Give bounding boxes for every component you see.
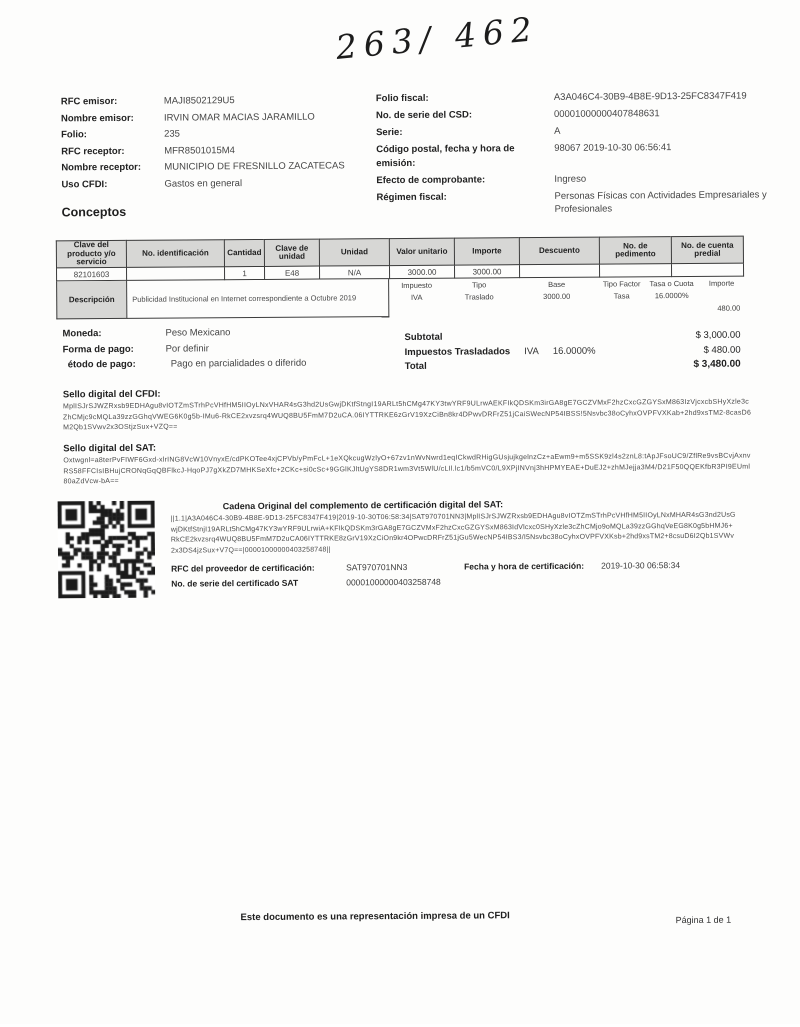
field-label: No. de serie del CSD: [375,109,473,122]
table-cell: 3000.00 [454,265,519,278]
sat-cert-serial-label: No. de serie del certificado SAT [171,577,299,589]
issuer-receiver-block [61,92,374,193]
totals-block [404,329,740,375]
tax-header: Tasa o Cuota [649,278,694,289]
field-row [376,171,768,187]
field-label: Efecto de comprobante: [376,173,486,186]
taxes-rate: 16.0000% [552,345,596,357]
field-row [376,188,768,218]
section-title-conceptos: Conceptos [61,204,127,220]
field-label: RFC receptor: [61,145,125,157]
field-value: Personas Físicas con Actividades Empresariales y Profesionales [554,188,767,215]
field-value: A3A046C4-30B9-4B8E-9D13-25FC8347F419 [553,90,747,103]
field-value: MAJI8502129U5 [163,95,235,107]
column-header: Valor unitario [389,238,454,266]
original-string-label: Cadena Original del complemento de certificación digital del SAT: [222,499,504,512]
taxes-label: Impuestos Trasladados [404,345,511,358]
fiscal-data-block [376,89,769,221]
description-value-cell: Publicidad Institucional en Internet correspondiente a Octubre 2019 [126,279,389,319]
table-cell: 3000.00 [389,266,454,279]
sat-seal-value: Oxtwgnl=a8terPvFIWF6Gxd-xlrING8VcW10VnyxE/cdPKOTee4xjCPVb/yPmFcL+1eXQkcugWzlyO+67zv1nWvNwrd1eqICkwdRHigGUsjujkgelnzCz+aEwm9+m5SSK9zl4s2znL8:tApJFsoUC9/ZflRe9vsBCvjAxnvRS58FFCIsIBHujCRONqGqQBFlkcJ-HqoPJ7gXkZD7MHKSeXfc+2CKc+si0cSc+9GGlKJltUgYS8DR1wm3Vt5WlU/cLIl.lc1/b5mVC0/L9XPjINVnj3hHPMYEAE+DuEJ2+zhMJejja3M4/D21F50QQEKfbR3PI9EUml80aZdVcw-bA== [63,452,751,486]
tax-value: Tasa [613,291,630,301]
column-header: Clave del producto y/o servicio [56,240,126,268]
tax-header: Base [548,279,566,289]
field-label: Código postal, fecha y hora de emisión: [376,143,515,169]
tax-value: IVA [410,292,423,302]
provider-rfc-value: SAT970701NN3 [346,561,408,573]
sat-seal-label: Sello digital del SAT: [63,442,157,455]
table-cell: N/A [319,266,389,279]
tax-header: Importe [708,278,735,288]
field-label: Folio fiscal: [375,92,429,105]
field-value: Gastos en general [164,177,243,190]
certification-date-label: Fecha y hora de certificación: [464,560,585,572]
page-number: Página 1 de 1 [675,914,732,926]
field-value: 235 [164,128,180,140]
column-header: No. de cuenta predial [671,236,744,265]
field-label: Serie: [376,126,403,139]
field-label: étodo de pago: [67,358,136,371]
field-value: A [554,125,561,137]
conceptos-table [56,236,745,320]
field-label: Forma de pago: [62,343,134,355]
table-cell [599,264,671,278]
certification-date-value: 2019-10-30 06:58:34 [601,560,681,571]
field-row [376,140,768,170]
taxes-amount: $ 480.00 [703,344,741,356]
subtotal-label: Subtotal [404,331,443,343]
description-label-cell: Descripción [56,281,126,319]
table-cell: 1 [224,267,264,280]
field-value: IRVIN OMAR MACIAS JARAMILLO [163,111,315,124]
tax-value: 3000.00 [543,291,571,301]
subtotal-amount: $ 3,000.00 [695,329,741,341]
column-header: Unidad [319,238,389,266]
provider-rfc-label: RFC del proveedor de certificación: [171,562,315,574]
tax-value [699,292,744,300]
field-row [61,175,373,194]
field-label: Régimen fiscal: [376,191,447,203]
taxes-tax-name: IVA [524,345,539,357]
tax-header: Tipo Factor [602,279,641,289]
column-header: Cantidad [224,239,264,267]
tax-header-row [389,280,744,290]
table-cell [519,265,599,279]
field-value: 00001000000407848631 [553,108,660,120]
field-value: Por definir [165,342,209,355]
field-value: Peso Mexicano [165,327,231,339]
table-cell [126,267,224,281]
field-label: Moneda: [62,328,102,340]
tax-value-row [389,292,744,302]
tax-header: Impuesto [401,280,433,290]
tax-header: Tipo [471,280,487,290]
field-value: MUNICIPIO DE FRESNILLO ZACATECAS [164,160,345,173]
tax-value: Traslado [464,292,494,302]
field-label: RFC emisor: [60,95,118,108]
column-header: Descuento [519,237,599,266]
sat-cert-serial-value: 00001000000403258748 [346,576,441,588]
certification-provider-row [171,563,315,574]
field-row [376,123,768,139]
total-row [405,358,741,375]
qr-code [58,501,156,599]
tax-value: 16.0000% [654,290,689,301]
field-row [376,89,768,105]
field-label: Folio: [61,129,87,141]
tax-mini-table [389,277,744,317]
tax-importe-value: 480.00 [717,303,741,313]
field-value: 98067 2019-10-30 06:56:41 [554,142,672,154]
column-header: No. de pedimento [599,236,671,265]
handwritten-annotation: 263/ 462 [334,8,541,67]
cfdi-seal-label: Sello digital del CFDI: [62,388,161,401]
cfdi-footer-note: Este documento es una representación impresa de un CFDI [240,910,510,924]
table-cell: E48 [264,267,319,280]
field-label: Uso CFDI: [61,178,108,190]
payment-block [62,324,392,373]
column-header: Clave de unidad [264,239,319,267]
column-header: No. identificación [126,239,224,268]
cfdi-seal-value: MplISJrSJWZRxsb9EDHAgu8vIOTZmSTrhPcVHfHM5IIOyLNxVHAR4sG3hd2UsGwjDKtfStngI19ARLt5hCMg47KY3twYRF9ULrwAEKFIkQDSKm3irGA8gE7GCZVMxF2hzCxcGZGYSxM863IzVjcxcbSHyXzle3cZhCMjc9cMQLa39zzGGhqVWEG6K0g5b-IMu6-RkCE2xvzsrq4WUQ8BU5FmM7D2uCA.06IYTTRKE6zGrV19XzCiBn8kr4DPwvDRFrZ51jCaiSWecNP54IBSS!5Nsvbc38oCyhxOVPFVXKab+2hd9xsTM2-8casD6M2Qb1SVwv2x3OStjzSux+VZQ== [62,398,752,432]
original-string-value: ||1.1|A3A046C4-30B9-4B8E-9D13-25FC8347F419|2019-10-30T06:58:34|SAT970701NN3|MplISJrSJWZRxsb9EDHAgu8vIOTZmSTrhPcVHfHM5IIOyLNxMHAR4sG3nd2UsGwjDKtfStnjI19ARLt5hCMg47KY3wYRF9ULrwiA+KFIkQDSKm3rGA8gE7GCZVMxF2hzCxcGZGYSxM863IdVlcxc0SHyXzle3cZhCMjo9oMQLa39zzGGhqVeEG8K0g5bHMJ6+RkCE2kvzsrq4WUQ8BU5FmM7D2uCA06IYTTRKE8zGrV19XzCiOn9kr4OPwcDRFrZ51jGu5WecNP54IBS3/I5Nsvbc38oCyhxOVPFVXKsb+2hd9xsTM2+8csuD6I2Qb1SVWv2x3DS4jzSux+V7Q==|00001000000403258748|| [170,511,736,555]
field-value: Ingreso [554,173,587,185]
description-band [56,277,744,320]
field-value: Pago en parcialidades o diferido [170,357,307,370]
field-label: Nombre receptor: [61,161,142,174]
table-cell [671,264,744,278]
field-label: Nombre emisor: [60,112,134,124]
table-cell: 82101603 [56,268,126,281]
total-amount: $ 3,480.00 [693,358,741,370]
total-label: Total [404,360,427,372]
column-header: Importe [454,237,519,265]
field-row [63,355,393,373]
field-value: MFR8501015M4 [164,144,235,157]
field-row [376,106,768,122]
